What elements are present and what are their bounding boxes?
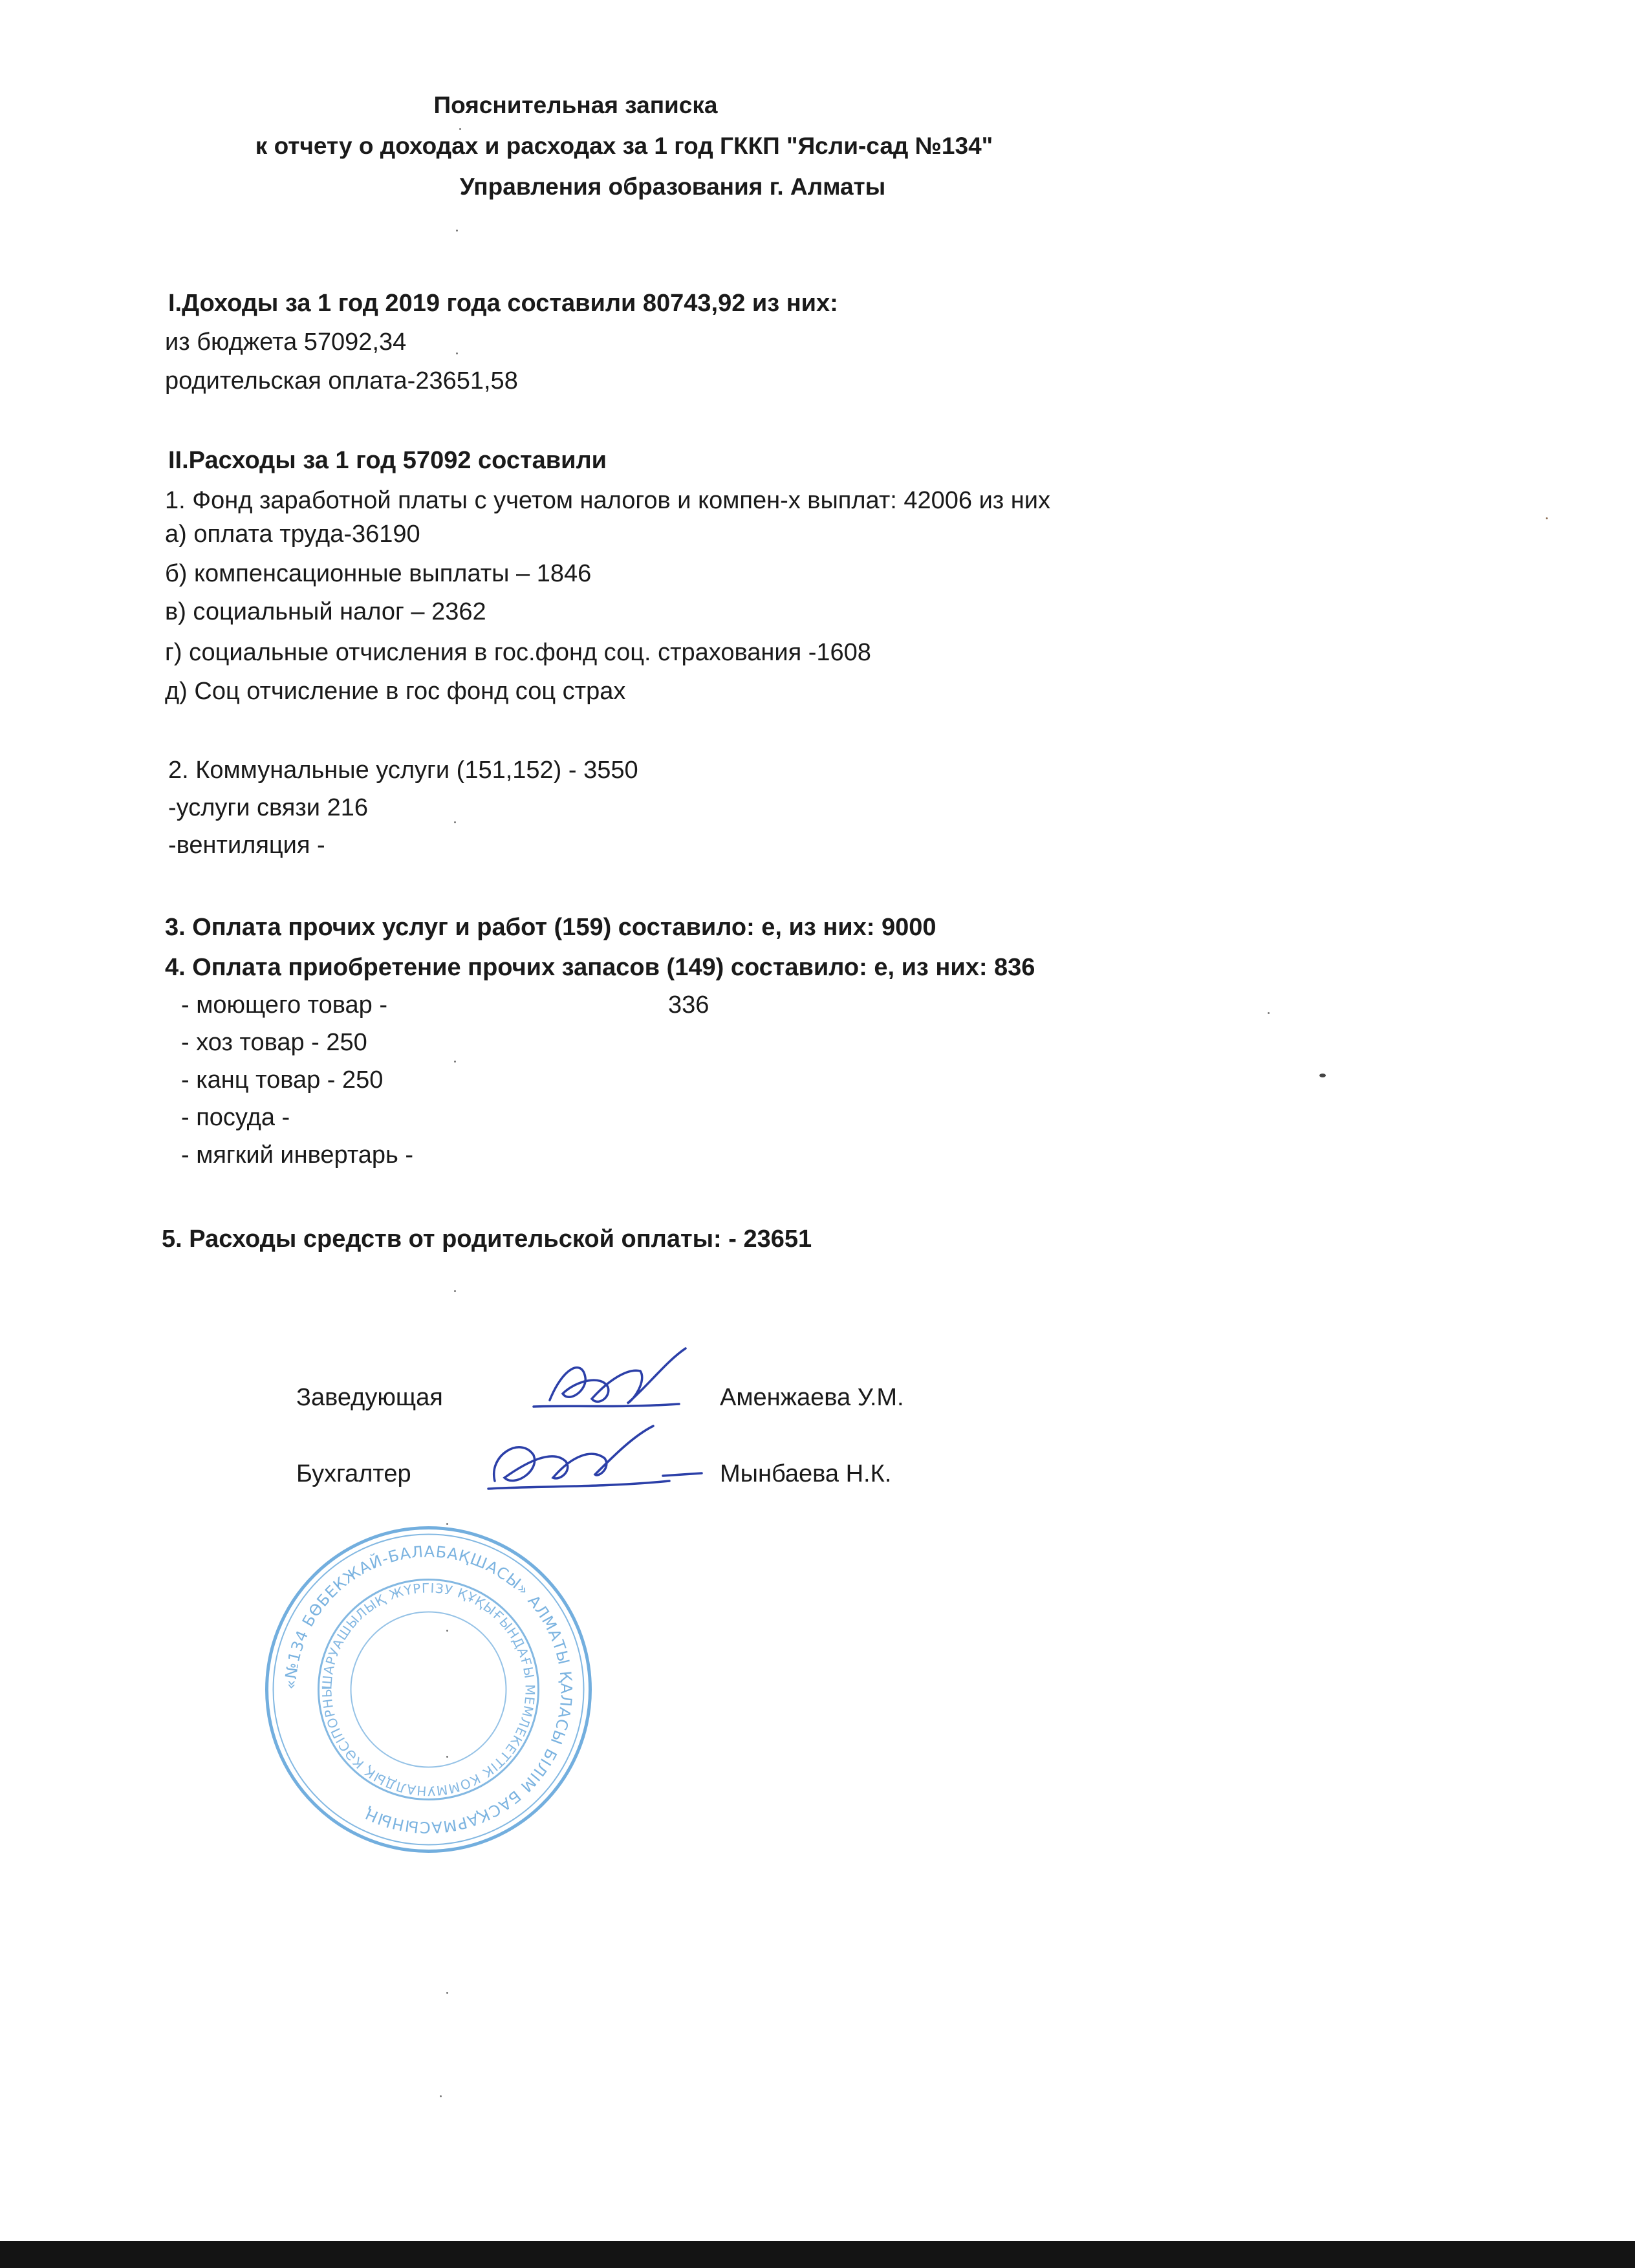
accountant-name: Мынбаева Н.К. <box>720 1460 892 1487</box>
scan-speck <box>454 1061 456 1063</box>
expense-item-4a-value: 336 <box>668 991 709 1019</box>
organization-stamp <box>262 1523 595 1856</box>
scan-edge <box>0 2241 1635 2268</box>
expense-item-1e: д) Соц отчисление в гос фонд соц страх <box>165 678 626 705</box>
scan-speck <box>1319 1074 1326 1077</box>
expense-item-1d: г) социальные отчисления в гос.фонд соц. страхования -1608 <box>165 639 871 666</box>
income-budget: из бюджета 57092,34 <box>165 329 407 356</box>
scan-speck <box>456 352 458 354</box>
head-signature <box>524 1342 711 1426</box>
expense-item-4: 4. Оплата приобретение прочих запасов (149) составило: е, из них: 836 <box>165 954 1035 981</box>
expense-item-2: 2. Коммунальные услуги (151,152) - 3550 <box>168 757 638 784</box>
document-org: Управления образования г. Алматы <box>459 173 886 200</box>
scan-speck <box>456 230 458 232</box>
scan-speck <box>446 1756 448 1758</box>
expense-item-1: 1. Фонд заработной платы с учетом налогов и компен-х выплат: 42006 из них <box>165 487 1051 514</box>
svg-text:ШАРУАШЫЛЫҚ ЖҮРГІЗУ ҚҰҚЫҒЫНДАҒЫ: ШАРУАШЫЛЫҚ ЖҮРГІЗУ ҚҰҚЫҒЫНДАҒЫ МЕМЛЕКЕТТІК КОММУНАЛДЫҚ КӘСІПОРНЫ <box>319 1580 538 1799</box>
expense-item-1c: в) социальный налог – 2362 <box>165 598 486 625</box>
expenses-heading: II.Расходы за 1 год 57092 составили <box>168 447 607 474</box>
scan-speck <box>1546 517 1548 519</box>
scan-speck <box>446 1523 448 1525</box>
expense-item-2a: -услуги связи 216 <box>168 794 368 821</box>
scan-speck <box>1268 1012 1270 1014</box>
expense-item-1b: б) компенсационные выплаты – 1846 <box>165 560 592 587</box>
scan-speck <box>446 1630 448 1632</box>
expense-item-1a: а) оплата труда-36190 <box>165 521 420 548</box>
accountant-signature <box>475 1416 708 1500</box>
expense-item-5: 5. Расходы средств от родительской оплаты: - 23651 <box>162 1226 812 1253</box>
expense-item-3: 3. Оплата прочих услуг и работ (159) составило: е, из них: 9000 <box>165 914 937 941</box>
expense-item-4b: - хоз товар - 250 <box>181 1029 367 1056</box>
scan-speck <box>459 128 461 130</box>
income-heading: I.Доходы за 1 год 2019 года составили 80743,92 из них: <box>168 290 838 317</box>
expense-item-4c: - канц товар - 250 <box>181 1066 384 1094</box>
expense-item-4d: - посуда - <box>181 1104 290 1131</box>
expense-item-2b: -вентиляция - <box>168 832 325 859</box>
document-subtitle: к отчету о доходах и расходах за 1 год ГККП "Ясли-сад №134" <box>255 133 993 159</box>
scan-speck <box>454 1290 456 1292</box>
svg-text:«№134 БӨБЕКЖАЙ-БАЛАБАҚШАСЫ» АЛ: «№134 БӨБЕКЖАЙ-БАЛАБАҚШАСЫ» АЛМАТЫ ҚАЛАСЫ БІЛІМ БАСҚАРМАСЫНЫҢ <box>281 1542 576 1837</box>
head-title: Заведующая <box>296 1384 443 1411</box>
expense-item-4a: - моющего товар - <box>181 991 388 1019</box>
document-title: Пояснительная записка <box>433 92 718 118</box>
scan-speck <box>440 2095 442 2097</box>
scan-speck <box>446 1992 448 1994</box>
expense-item-4e: - мягкий инвертарь - <box>181 1141 414 1169</box>
head-name: Аменжаева У.М. <box>720 1384 904 1411</box>
accountant-title: Бухгалтер <box>296 1460 411 1487</box>
income-parent-fee: родительская оплата-23651,58 <box>165 367 518 394</box>
scan-speck <box>454 821 456 823</box>
